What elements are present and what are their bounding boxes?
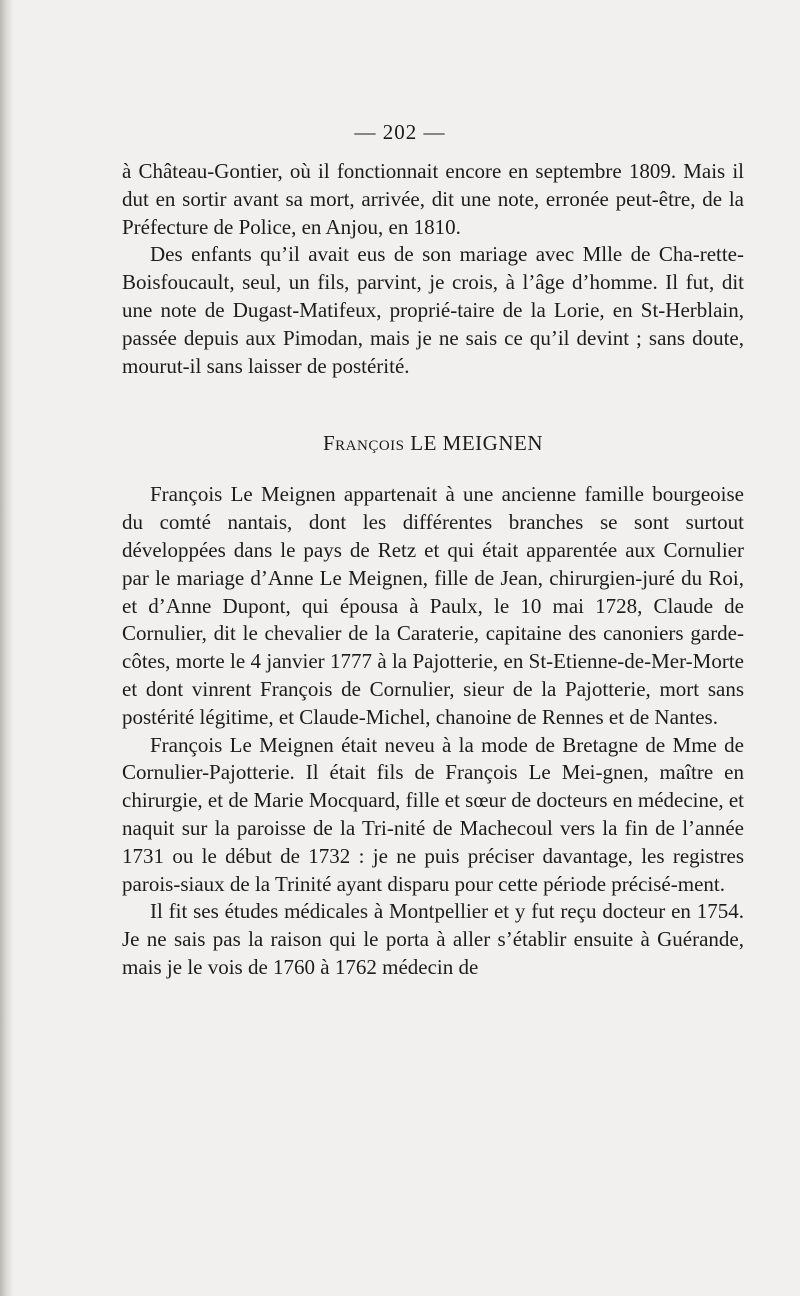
section-heading: François LE MEIGNEN	[323, 431, 543, 456]
page-number: — 202 —	[354, 120, 446, 144]
paragraph-3: François Le Meignen appartenait à une ancienne famille bourgeoise du comté nantais, dont les différentes branches se sont surtout développées dans le pays de Retz et qui était apparentée aux Cornulier par le mariage d’Anne Le Meignen, fille de Jean, chirurgien-juré du Roi, et d’Anne Dupont, qui épousa à Paulx, le 10 mai 1728, Claude de Cornulier, dit le chevalier de la Caraterie, capitaine des canoniers garde-côtes, morte le 4 janvier 1777 à la Pajotterie, en St-Etienne-de-Mer-Morte et dont vinrent François de Cornulier, sieur de la Pajotterie, mort sans postérité légitime, et Claude-Michel, chanoine de Rennes et de Nantes.	[122, 482, 744, 729]
body-text	[122, 158, 744, 982]
paragraph-2: Des enfants qu’il avait eus de son mariage avec Mlle de Cha-rette-Boisfoucault, seul, un fils, parvint, je crois, à l’âge d’homme. Il fut, dit une note de Dugast-Matifeux, proprié-taire de la Lorie, en St-Herblain, passée depuis aux Pimodan, mais je ne sais ce qu’il devint ; sans doute, mourut-il sans laisser de postérité.	[122, 242, 744, 378]
paragraph-5: Il fit ses études médicales à Montpellier et y fut reçu docteur en 1754. Je ne sais pas la raison qui le porta à aller s’établir ensuite à Guérande, mais je le vois de 1760 à 1762 médecin de	[122, 899, 744, 979]
page-binding-edge	[0, 0, 14, 1296]
paragraph-4: François Le Meignen était neveu à la mode de Bretagne de Mme de Cornulier-Pajotterie. Il était fils de François Le Mei-gnen, maître en chirurgie, et de Marie Mocquard, fille et sœur de docteurs en médecine, et naquit sur la paroisse de la Tri-nité de Machecoul vers la fin de l’année 1731 ou le début de 1732 : je ne puis préciser davantage, les registres parois-siaux de la Trinité ayant disparu pour cette période précisé-ment.	[122, 732, 744, 896]
paragraph-1: à Château-Gontier, où il fonctionnait encore en septembre 1809. Mais il dut en sortir avant sa mort, arrivée, dit une note, erronée peut-être, de la Préfecture de Police, en Anjou, en 1810.	[122, 159, 744, 239]
